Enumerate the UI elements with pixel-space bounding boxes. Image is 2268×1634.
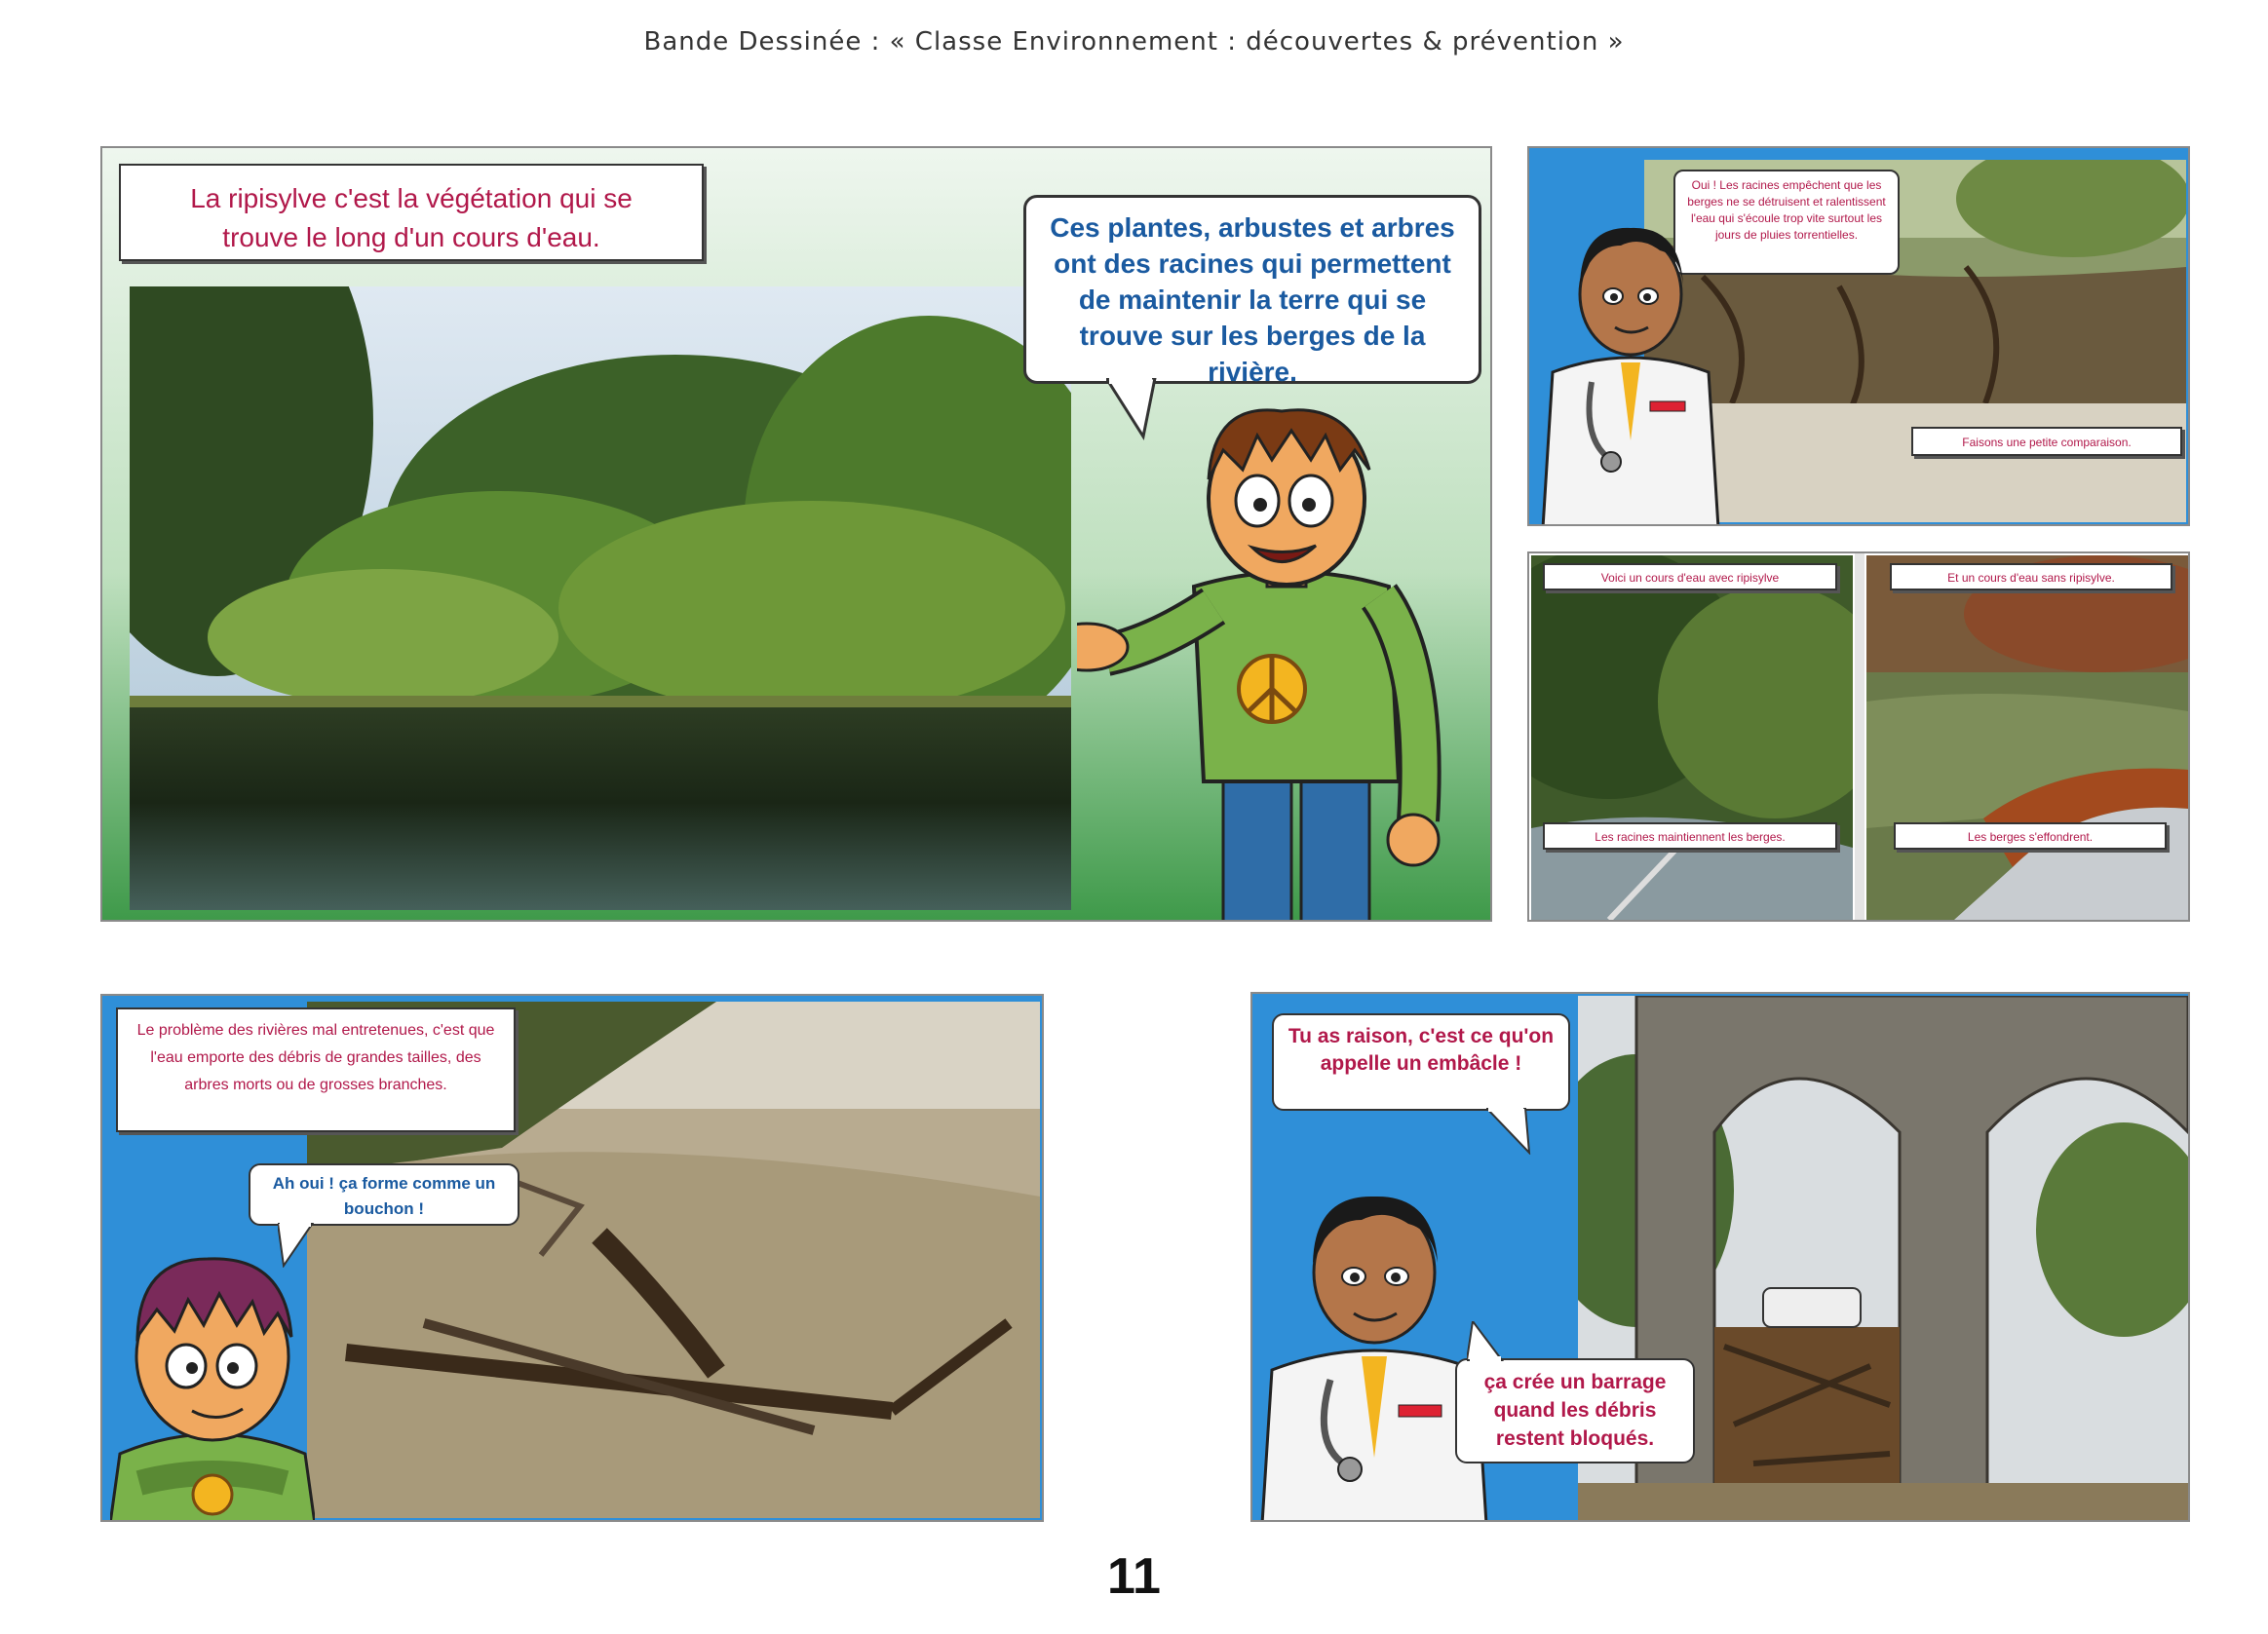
doctor-character <box>1252 1175 1496 1522</box>
comparison-divider <box>1855 553 1864 922</box>
comic-panel-comparison <box>1527 551 2190 922</box>
panel2-speech-bubble: Oui ! Les racines empêchent que les berges ne se détruisent et ralentissent l'eau qui s'écoule trop vite surtout les jours de pluies torrentielles. <box>1673 170 1900 275</box>
panel5-bubble-tail-top <box>1486 1108 1531 1155</box>
panel3-caption-left-bottom: Les racines maintiennent les berges. <box>1543 822 1837 850</box>
panel5-bubble-tail-bottom <box>1467 1321 1506 1362</box>
comic-panel-doctor-roots <box>1527 146 2190 526</box>
panel1-speech-bubble: Ces plantes, arbustes et arbres ont des racines qui permettent de maintenir la terre qui se trouve sur les berges de la rivière. <box>1023 195 1481 384</box>
panel2-caption: Faisons une petite comparaison. <box>1911 427 2182 456</box>
page-number: 11 <box>1107 1548 1161 1605</box>
river-vegetation-photo <box>130 286 1071 910</box>
panel4-caption: Le problème des rivières mal entretenues, c'est que l'eau emporte des débris de grandes tailles, des arbres morts ou de grosses branches. <box>116 1007 516 1132</box>
panel5-speech-bubble-top: Tu as raison, c'est ce qu'on appelle un embâcle ! <box>1272 1013 1570 1111</box>
boy-character-arms-crossed <box>110 1220 315 1522</box>
boy-character-waving <box>1077 392 1467 922</box>
page-header-title: Bande Dessinée : « Classe Environnement : découvertes & prévention » <box>643 27 1625 57</box>
panel3-caption-right-top: Et un cours d'eau sans ripisylve. <box>1890 563 2172 590</box>
panel3-caption-left-top: Voici un cours d'eau avec ripisylve <box>1543 563 1837 590</box>
panel4-speech-bubble: Ah oui ! ça forme comme un bouchon ! <box>249 1163 519 1226</box>
comic-panel-debris <box>100 994 1044 1522</box>
doctor-character <box>1533 207 1728 526</box>
panel3-caption-right-bottom: Les berges s'effondrent. <box>1894 822 2167 850</box>
stream-with-ripisylve-photo <box>1531 555 1853 920</box>
comic-panel-ripisylve <box>100 146 1492 922</box>
panel1-caption: La ripisylve c'est la végétation qui se trouve le long d'un cours d'eau. <box>119 164 704 261</box>
stream-without-ripisylve-photo <box>1866 555 2188 920</box>
panel5-speech-bubble-bottom: ça crée un barrage quand les débris restent bloqués. <box>1455 1358 1695 1463</box>
comic-panel-embacle <box>1250 992 2190 1522</box>
